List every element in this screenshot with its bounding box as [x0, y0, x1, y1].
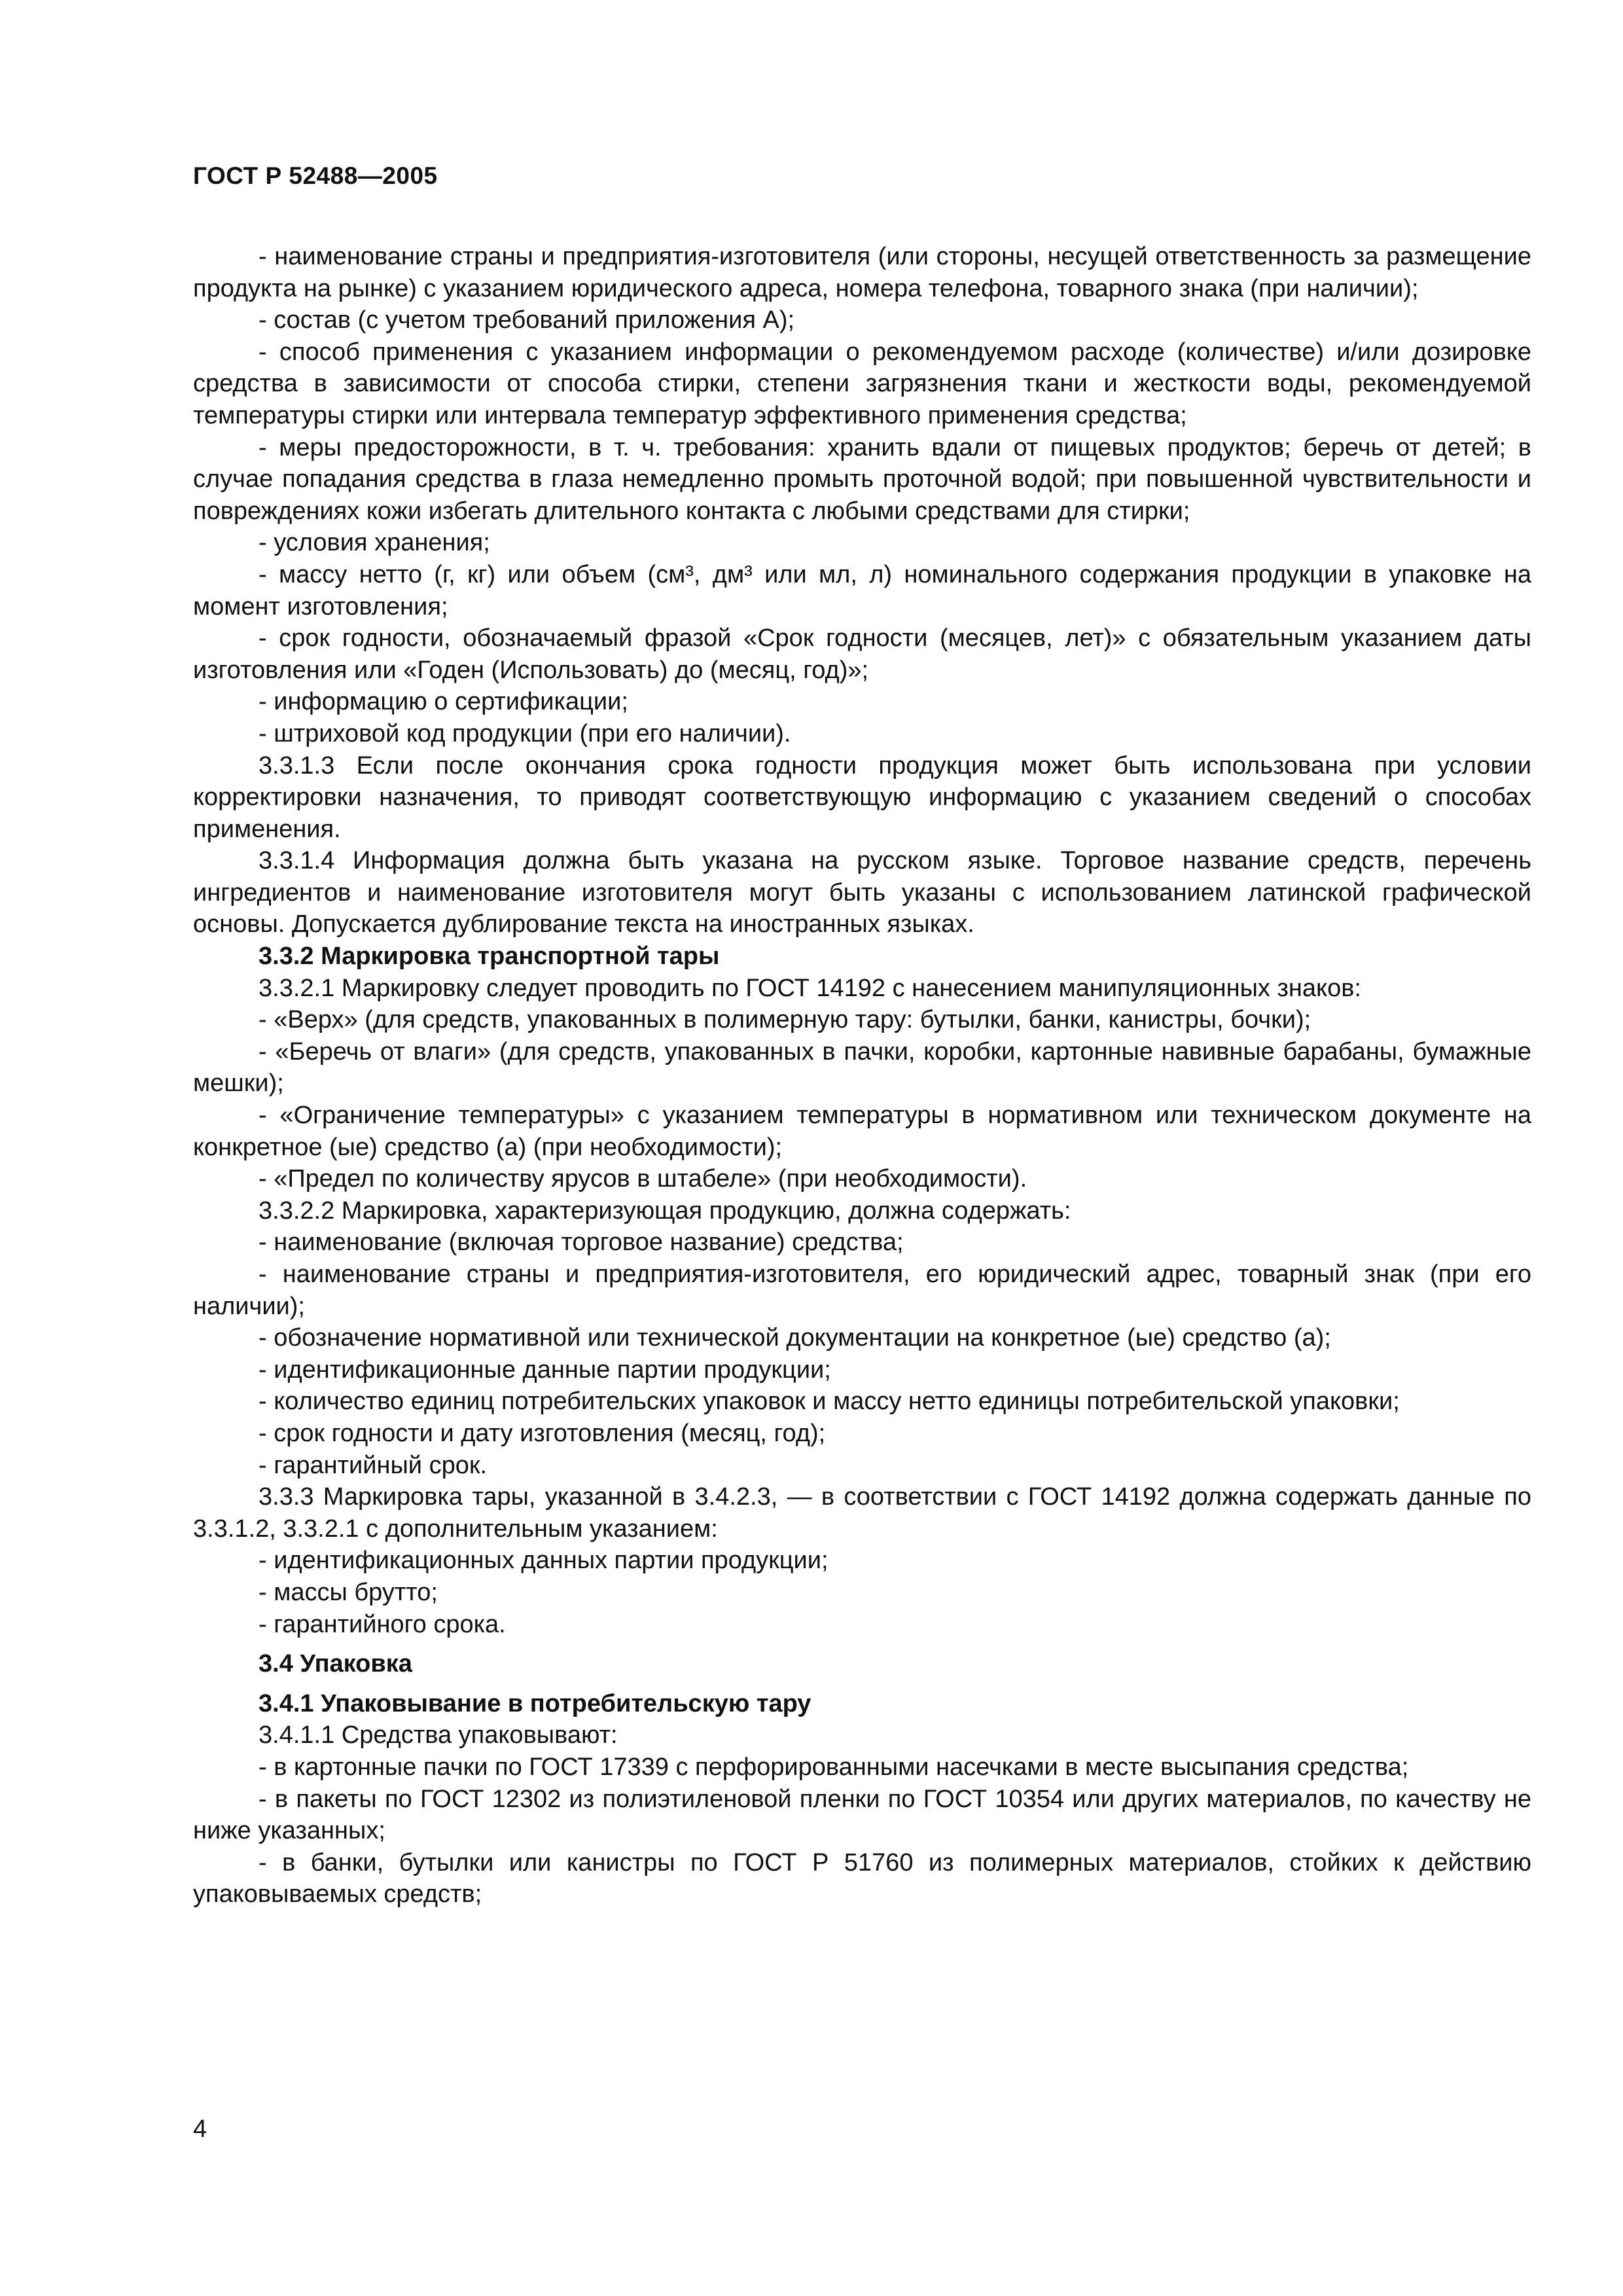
paragraph: - срок годности и дату изготовления (месяц, год); — [259, 1419, 826, 1447]
paragraph: - способ применения с указанием информации о рекомендуемом расходе (количестве) и/или дозировке средства в зависимости от способа стирки, степени загрязнения ткани и жесткости воды, рекомендуемой температуры стирки или интервала температур эффективного применения средства; — [193, 338, 1531, 429]
section-heading: 3.3.2 Маркировка транспортной тары — [259, 942, 720, 971]
document-body — [193, 241, 1531, 1910]
paragraph: - количество единиц потребительских упаковок и массу нетто единицы потребительской упаковки; — [259, 1388, 1400, 1416]
section-heading: 3.4 Упаковка — [259, 1650, 412, 1678]
paragraph: - идентификационные данные партии продукции; — [259, 1355, 831, 1384]
paragraph: - наименование страны и предприятия-изготовителя, его юридический адрес, товарный знак (при его наличии); — [193, 1261, 1531, 1320]
paragraph: - идентификационных данных партии продукции; — [259, 1547, 829, 1575]
paragraph: - меры предосторожности, в т. ч. требования: хранить вдали от пищевых продуктов; беречь от детей; в случае попадания средства в глаза немедленно промыть проточной водой; при повышенной чувствительности и повреждениях кожи избегать длительного контакта с любыми средствами для стирки; — [193, 433, 1531, 525]
paragraph: - гарантийного срока. — [259, 1610, 506, 1638]
paragraph: - срок годности, обозначаемый фразой «Срок годности (месяцев, лет)» с обязательным указанием даты изготовления или «Годен (Использовать) до (месяц, год)»; — [193, 624, 1531, 684]
paragraph: 3.3.3 Маркировка тары, указанной в 3.4.2.3, — в соответствии с ГОСТ 14192 должна содержать данные по 3.3.1.2, 3.3.2.1 с дополнительным указанием: — [193, 1483, 1531, 1543]
paragraph: - «Беречь от влаги» (для средств, упакованных в пачки, коробки, картонные навивные барабаны, бумажные мешки); — [193, 1037, 1531, 1098]
paragraph: - наименование (включая торговое название) средства; — [259, 1229, 904, 1257]
paragraph: - «Предел по количеству ярусов в штабеле» (при необходимости). — [259, 1165, 1027, 1193]
paragraph: - штриховой код продукции (при его наличии). — [259, 719, 791, 747]
document-header: ГОСТ Р 52488—2005 — [193, 162, 438, 189]
paragraph: - информацию о сертификации; — [259, 688, 628, 716]
paragraph: - массу нетто (г, кг) или объем (см³, дм³ или мл, л) номинального содержания продукции в упаковке на момент изготовления; — [193, 560, 1531, 620]
section-heading: 3.4.1 Упаковывание в потребительскую тару — [259, 1689, 812, 1717]
paragraph: 3.3.2.2 Маркировка, характеризующая продукцию, должна содержать: — [259, 1196, 1071, 1225]
paragraph: - «Ограничение температуры» с указанием температуры в нормативном или техническом документе на конкретное (ые) средство (а) (при необходимости); — [193, 1102, 1531, 1161]
page-number: 4 — [193, 2115, 207, 2143]
paragraph: - состав (с учетом требований приложения А); — [259, 306, 795, 334]
paragraph: - условия хранения; — [259, 529, 490, 557]
paragraph: - в банки, бутылки или канистры по ГОСТ Р 51760 из полимерных материалов, стойких к действию упаковываемых средств; — [193, 1848, 1531, 1909]
paragraph: 3.3.1.4 Информация должна быть указана на русском языке. Торговое название средств, перечень ингредиентов и наименование изготовителя могут быть указаны с использованием латинской графической основы. Допускается дублирование текста на иностранных языках. — [193, 847, 1531, 939]
paragraph: - наименование страны и предприятия-изготовителя (или стороны, несущей ответственность за размещение продукта на рынке) с указанием юридического адреса, номера телефона, товарного знака (при наличии); — [193, 243, 1531, 302]
paragraph: 3.3.1.3 Если после окончания срока годности продукция может быть использована при условии корректировки назначения, то приводят соответствующую информацию с указанием сведений о способах применения. — [193, 751, 1531, 843]
paragraph: - гарантийный срок. — [259, 1451, 488, 1479]
paragraph: - массы брутто; — [259, 1578, 438, 1606]
paragraph: - в пакеты по ГОСТ 12302 из полиэтиленовой пленки по ГОСТ 10354 или других материалов, по качеству не ниже указанных; — [193, 1785, 1531, 1845]
paragraph: 3.4.1.1 Средства упаковывают: — [259, 1721, 618, 1749]
paragraph: - «Верх» (для средств, упакованных в полимерную тару: бутылки, банки, канистры, бочки); — [259, 1006, 1311, 1034]
paragraph: - обозначение нормативной или технической документации на конкретное (ые) средство (а); — [259, 1324, 1331, 1352]
paragraph: 3.3.2.1 Маркировку следует проводить по ГОСТ 14192 с нанесением манипуляционных знаков: — [259, 974, 1361, 1002]
paragraph: - в картонные пачки по ГОСТ 17339 с перфорированными насечками в месте высыпания средства; — [259, 1753, 1409, 1781]
